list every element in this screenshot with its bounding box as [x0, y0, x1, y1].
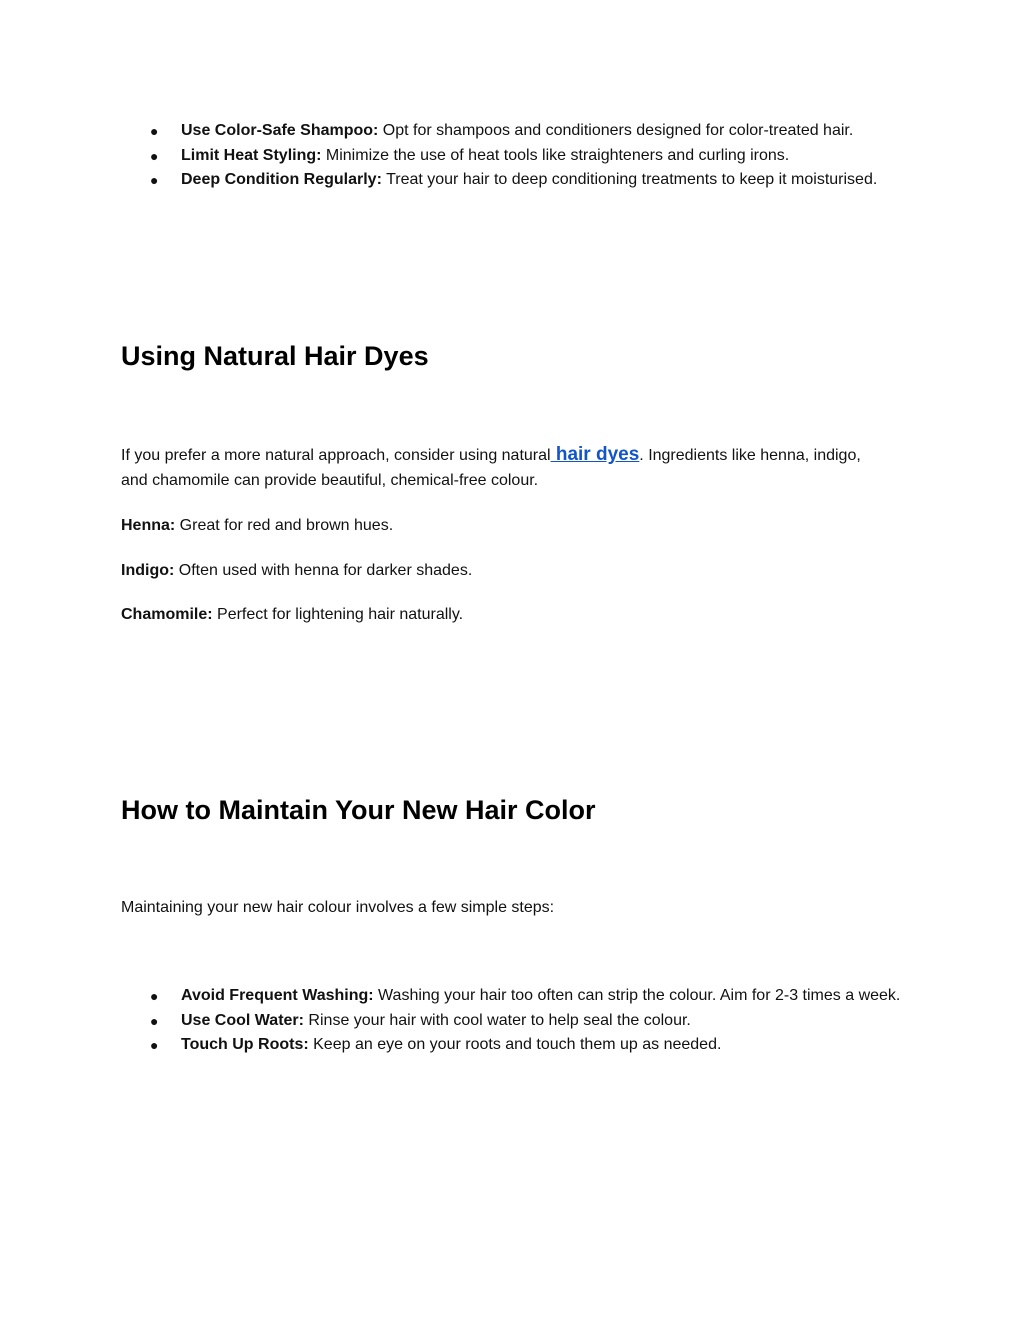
section-heading-natural-dyes: Using Natural Hair Dyes	[121, 341, 429, 371]
list-item-title: Deep Condition Regularly:	[181, 171, 382, 188]
chamomile-item	[121, 602, 881, 627]
hair-dyes-link[interactable]: hair dyes	[550, 444, 640, 465]
list-item-text: Rinse your hair with cool water to help seal the colour.	[303, 1011, 691, 1029]
list-item	[150, 168, 910, 193]
item-title: Indigo:	[121, 562, 175, 579]
bullet-icon: ●	[150, 172, 159, 188]
list-item	[150, 1033, 910, 1058]
intro-text-continued: . Ingredients like henna, indigo, and chamomile can provide beautiful, chemical-free colour.	[121, 447, 861, 489]
maintain-steps-list	[150, 984, 910, 1058]
list-item-title: Limit Heat Styling:	[181, 146, 322, 164]
list-item	[150, 119, 910, 144]
maintain-intro: Maintaining your new hair colour involves a few simple steps:	[121, 899, 555, 916]
list-item-title: Use Color-Safe Shampoo:	[181, 122, 379, 139]
item-text: Perfect for lightening hair naturally.	[212, 606, 464, 623]
bullet-icon: ●	[150, 123, 159, 139]
item-title: Henna:	[121, 517, 176, 534]
item-text: Great for red and brown hues.	[175, 517, 394, 534]
list-item-text: Opt for shampoos and conditioners designed for color-treated hair.	[378, 122, 854, 139]
list-item-text: Washing your hair too often can strip the colour. Aim for 2-3 times a week.	[373, 987, 901, 1004]
bullet-icon: ●	[150, 1037, 159, 1053]
bullet-icon: ●	[150, 1012, 159, 1029]
item-text: Often used with henna for darker shades.	[174, 562, 473, 579]
list-item	[150, 1009, 910, 1034]
list-item	[150, 144, 910, 169]
list-item	[150, 984, 910, 1009]
list-item-text: Keep an eye on your roots and touch them up as needed.	[308, 1036, 722, 1053]
bullet-icon: ●	[150, 988, 159, 1004]
indigo-item	[121, 558, 881, 583]
natural-dyes-intro	[121, 442, 881, 493]
henna-item	[121, 513, 881, 538]
intro-text: If you prefer a more natural approach, consider using natural	[121, 447, 551, 464]
list-item-title: Touch Up Roots:	[181, 1036, 309, 1053]
list-item-title: Use Cool Water:	[181, 1011, 304, 1029]
list-item-title: Avoid Frequent Washing:	[181, 987, 374, 1004]
list-item-text: Treat your hair to deep conditioning treatments to keep it moisturised.	[381, 171, 878, 188]
hair-care-tips-list	[150, 119, 910, 193]
section-heading-maintain-color: How to Maintain Your New Hair Color	[121, 795, 596, 825]
bullet-icon: ●	[150, 147, 159, 164]
item-title: Chamomile:	[121, 606, 213, 623]
list-item-text: Minimize the use of heat tools like straighteners and curling irons.	[321, 146, 790, 164]
